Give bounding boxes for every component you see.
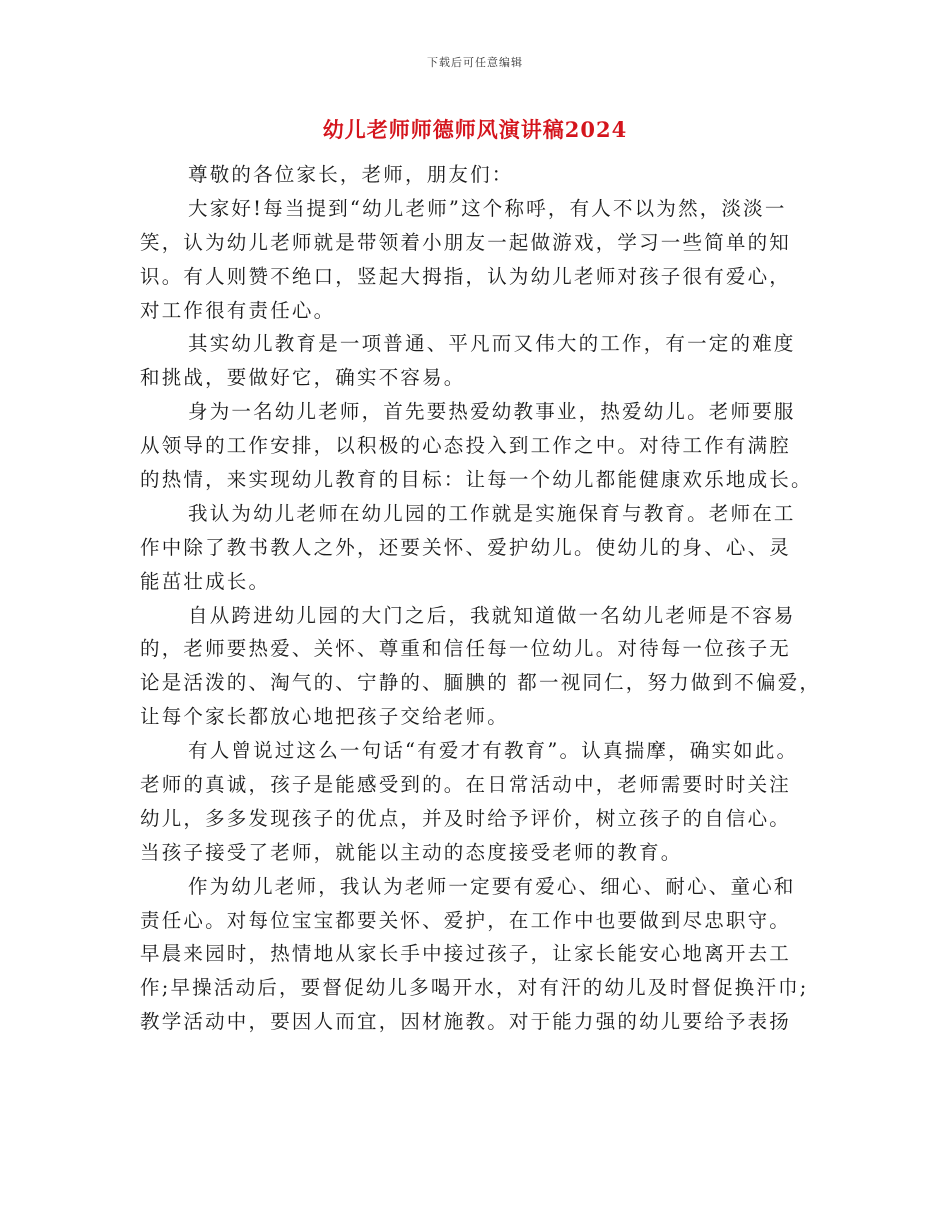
text-line: 的，老师要热爱、关怀、尊重和信任每一位幼儿。对待每一位孩子无 xyxy=(140,637,792,661)
text-line: 教学活动中，要因人而宜，因材施教。对于能力强的幼儿要给予表扬 xyxy=(140,1010,792,1034)
text-line: 作为幼儿老师，我认为老师一定要有爱心、细心、耐心、童心和 xyxy=(188,874,796,898)
text-line: 我认为幼儿老师在幼儿园的工作就是实施保育与教育。老师在工 xyxy=(188,501,796,525)
header-note: 下载后可任意编辑 xyxy=(427,56,523,69)
text-line: 尊敬的各位家长，老师，朋友们： xyxy=(188,163,514,186)
text-line: 和挑战，要做好它，确实不容易。 xyxy=(140,366,466,390)
text-line: 从领导的工作安排，以积极的心态投入到工作之中。对待工作有满腔 xyxy=(140,434,792,458)
text-line: 的热情，来实现幼儿教育的目标：让每一个幼儿都能健康欢乐地成长。 xyxy=(140,468,813,492)
text-line: 当孩子接受了老师，就能以主动的态度接受老师的教育。 xyxy=(140,840,683,864)
text-line: 有人曾说过这么一句话“有爱才有教育”。认真揣摩，确实如此。 xyxy=(188,739,799,763)
text-line: 幼儿，多多发现孩子的优点，并及时给予评价，树立孩子的自信心。 xyxy=(140,806,792,830)
text-line: 识。有人则赞不绝口，竖起大拇指，认为幼儿老师对孩子很有爱心， xyxy=(140,264,792,288)
text-line: 自从跨进幼儿园的大门之后，我就知道做一名幼儿老师是不容易 xyxy=(188,603,796,627)
text-line: 老师的真诚，孩子是能感受到的。在日常活动中，老师需要时时关注 xyxy=(140,773,792,797)
text-line: 大家好!每当提到“幼儿老师”这个称呼，有人不以为然，淡淡一 xyxy=(188,196,787,220)
text-line: 论是活泼的、淘气的、宁静的、腼腆的 都一视同仁，努力做到不偏爱， xyxy=(140,671,822,695)
document-title: 幼儿老师师德师风演讲稿2024 xyxy=(322,117,628,142)
text-line: 笑，认为幼儿老师就是带领着小朋友一起做游戏，学习一些简单的知 xyxy=(140,230,792,254)
text-line: 其实幼儿教育是一项普通、平凡而又伟大的工作，有一定的难度 xyxy=(188,332,796,356)
document-body xyxy=(140,158,822,1039)
text-line: 能茁壮成长。 xyxy=(140,569,271,593)
text-line: 作中除了教书教人之外，还要关怀、爱护幼儿。使幼儿的身、心、灵 xyxy=(140,535,792,559)
text-line: 作;早操活动后，要督促幼儿多喝开水，对有汗的幼儿及时督促换汗巾; xyxy=(140,976,809,1000)
text-line: 早晨来园时，热情地从家长手中接过孩子，让家长能安心地离开去工 xyxy=(140,942,792,966)
text-line: 责任心。对每位宝宝都要关怀、爱护，在工作中也要做到尽忠职守。 xyxy=(140,908,792,932)
text-line: 对工作很有责任心。 xyxy=(140,298,336,322)
text-line: 身为一名幼儿老师，首先要热爱幼教事业，热爱幼儿。老师要服 xyxy=(188,400,796,424)
text-line: 让每个家长都放心地把孩子交给老师。 xyxy=(140,705,509,729)
